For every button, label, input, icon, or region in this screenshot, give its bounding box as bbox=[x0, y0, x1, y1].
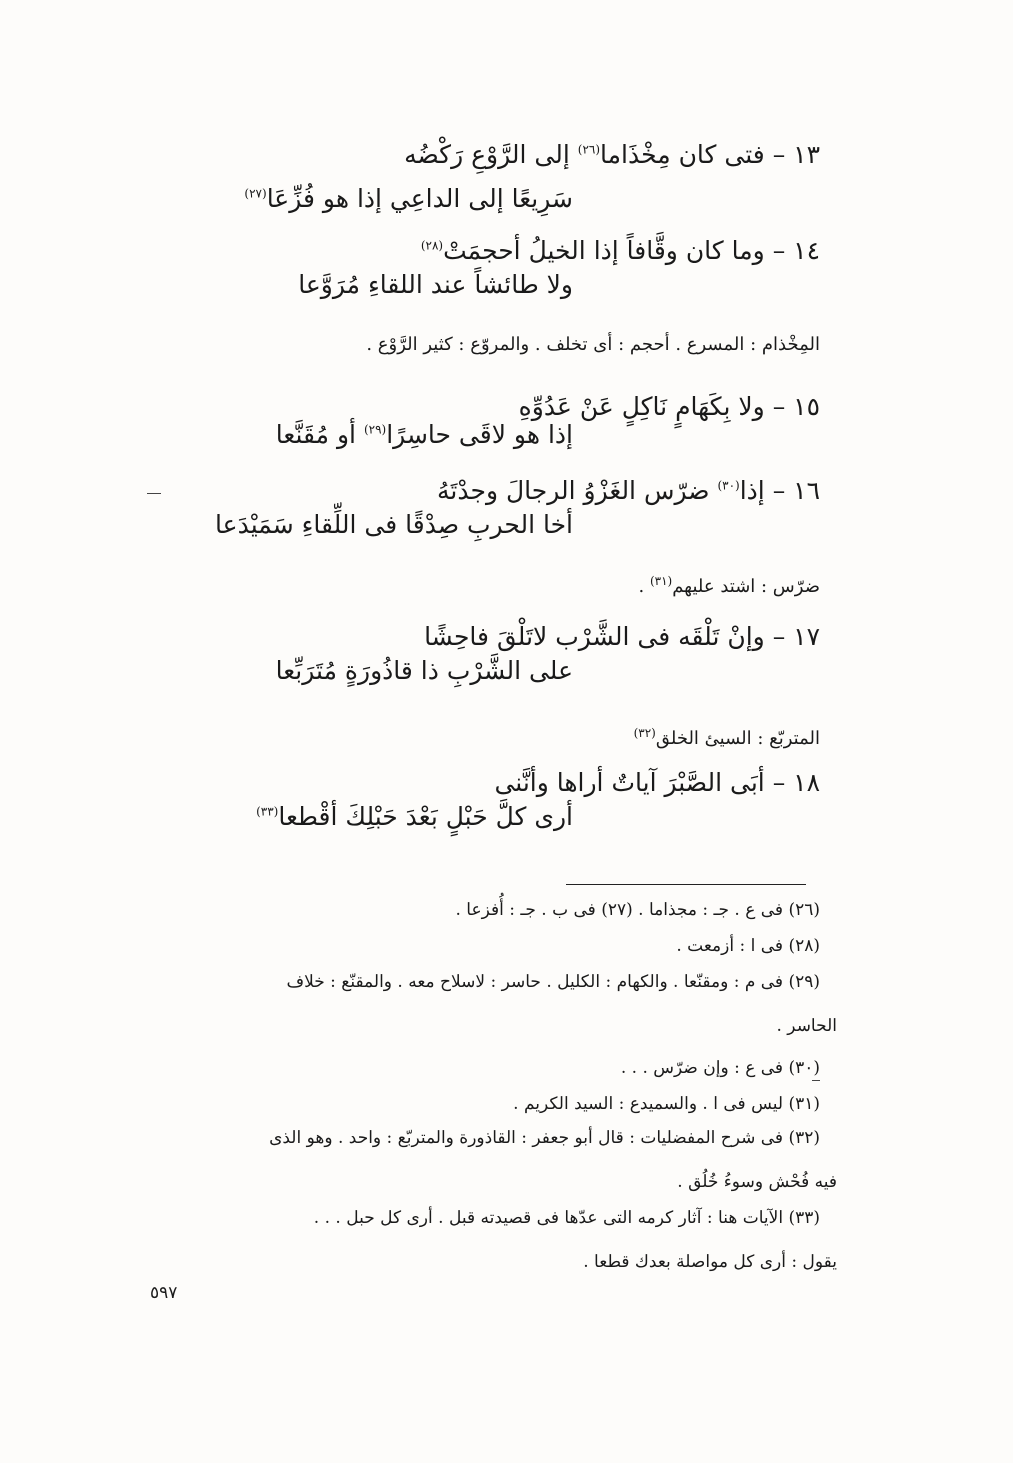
verse-14-hemistich-2 bbox=[298, 270, 573, 299]
footnote-ref-27: (٢٧) bbox=[244, 186, 267, 201]
verse-18-text-2: أرى كلَّ حَبْلٍ بَعْدَ حَبْلِكَ أقْطعا bbox=[278, 802, 573, 831]
verse-18-text-1: أبَى الصَّبْرَ آياتٌ أراها وأنَّنى bbox=[494, 768, 765, 797]
verse-14-text-1: وما كان وقَّافاً إذا الخيلُ أحجمَتْ bbox=[443, 236, 765, 265]
verse-17-text-1: وإنْ تَلْقَه فى الشَّرْب لاتَلْقَ فاحِشًا bbox=[424, 622, 765, 651]
footnote-ref-31: (٣١) bbox=[649, 574, 673, 588]
verse-16-hemistich-1 bbox=[437, 476, 820, 505]
footnote-29-line-2: الحاسر . bbox=[776, 1016, 837, 1036]
verse-17-hemistich-2 bbox=[276, 656, 573, 685]
footnote-29-line-1: (٢٩) فى م : ومقنّعا . والكهام : الكليل . حاسر : لاسلاح معه . والمقنّع : خلاف bbox=[286, 972, 820, 992]
verse-17-hemistich-1 bbox=[424, 622, 820, 651]
verse-16-text-1b: ضرّس الغَزْوُ الرجالَ وجدْتَهُ bbox=[437, 476, 718, 505]
verse-13-text-a: فتى كان مِخْذَاما bbox=[600, 140, 765, 169]
verse-16-hemistich-2 bbox=[215, 510, 573, 539]
footnote-ref-33: (٣٣) bbox=[256, 804, 279, 819]
verse-15-text-1: ولا بِكَهَامٍ نَاكِلٍ عَنْ عَدُوِّهِ bbox=[518, 392, 765, 421]
page-number: ٥٩٧ bbox=[150, 1283, 178, 1303]
gloss-3 bbox=[634, 726, 820, 749]
verse-15-text-2a: إذا هو لاقَى حاسِرًا bbox=[386, 420, 573, 449]
verse-16-text-1a: إذا bbox=[739, 476, 765, 505]
verse-14-hemistich-1 bbox=[421, 236, 820, 265]
footnote-ref-32: (٣٢) bbox=[633, 726, 656, 740]
gloss-3-text: المتربّع : السيئ الخلق bbox=[655, 728, 820, 749]
gloss-1: المِخْذام : المسرع . أحجم : أى تخلف . والمروّع : كثير الرَّوْع . bbox=[366, 334, 820, 355]
verse-15-number: ١٥ – bbox=[772, 392, 820, 421]
footnote-32-line-1: (٣٢) فى شرح المفضليات : قال أبو جعفر : القاذورة والمتربّع : واحد . وهو الذى bbox=[269, 1128, 820, 1148]
verse-13-number: ١٣ – bbox=[772, 140, 820, 169]
verse-18-hemistich-2 bbox=[256, 802, 573, 831]
footnote-32-line-2: فيه فُحْش وسوءُ خُلُق . bbox=[677, 1172, 837, 1192]
verse-16-text-2: أخا الحربِ صِدْقًا فى اللِّقاءِ سَمَيْدَعا bbox=[215, 510, 573, 539]
gloss-2: ضرّس : اشتد عليهم$^{(٣١)}$ . bbox=[638, 574, 820, 597]
footnote-30: (٣٠) فى ع : وإن ضرّس . . . bbox=[620, 1058, 820, 1078]
footnote-33-line-2: يقول : أرى كل مواصلة بعدك قطعا . bbox=[583, 1252, 837, 1272]
verse-18-hemistich-1 bbox=[494, 768, 820, 797]
footnote-divider bbox=[566, 884, 806, 885]
footnote-ref-28: (٢٨) bbox=[420, 238, 444, 253]
verse-17-text-2: على الشَّرْبِ ذا قاذُورَةٍ مُتَرَبِّعا bbox=[275, 656, 573, 685]
verse-15-text-2b: أو مُقَنَّعا bbox=[275, 420, 364, 449]
verse-18-number: ١٨ – bbox=[772, 768, 820, 797]
verse-14-text-2: ولا طائشاً عند اللقاءِ مُرَوَّعا bbox=[298, 270, 573, 299]
footnote-ref-29: (٢٩) bbox=[363, 422, 387, 437]
footnote-28: (٢٨) فى ا : أزمعت . bbox=[676, 936, 820, 956]
margin-mark bbox=[147, 493, 161, 494]
verse-16-number: ١٦ – bbox=[772, 476, 820, 505]
gloss-2-text: ضرّس : اشتد عليهم bbox=[672, 576, 820, 597]
verse-15-hemistich-1 bbox=[519, 392, 820, 421]
footnote-26-27: (٢٦) فى ع . جـ : مجذاما . (٢٧) فى ب . جـ : أُفزعا . bbox=[455, 900, 820, 920]
verse-13-hemistich-2 bbox=[244, 184, 573, 213]
verse-13-hemistich-1 bbox=[404, 140, 820, 169]
footnote-31: (٣١) ليس فى ا . والسميدع : السيد الكريم . bbox=[513, 1094, 820, 1114]
footnote-33-line-1: (٣٣) الآيات هنا : آثار كرمه التى عدّها فى قصيدته قبل . أرى كل حبل . . . bbox=[313, 1208, 820, 1228]
margin-mark bbox=[812, 1080, 820, 1081]
footnote-ref-26: (٢٦) bbox=[577, 142, 601, 157]
footnote-ref-30: (٣٠) bbox=[717, 478, 740, 493]
verse-14-number: ١٤ – bbox=[772, 236, 820, 265]
verse-13-text-b: إلى الرَّوْعِ رَكْضُه bbox=[404, 140, 578, 169]
verse-17-number: ١٧ – bbox=[772, 622, 820, 651]
verse-15-hemistich-2 bbox=[276, 420, 573, 449]
verse-13-text-2: سَرِيعًا إلى الداعِي إذا هو فُزِّعَا bbox=[266, 184, 573, 213]
